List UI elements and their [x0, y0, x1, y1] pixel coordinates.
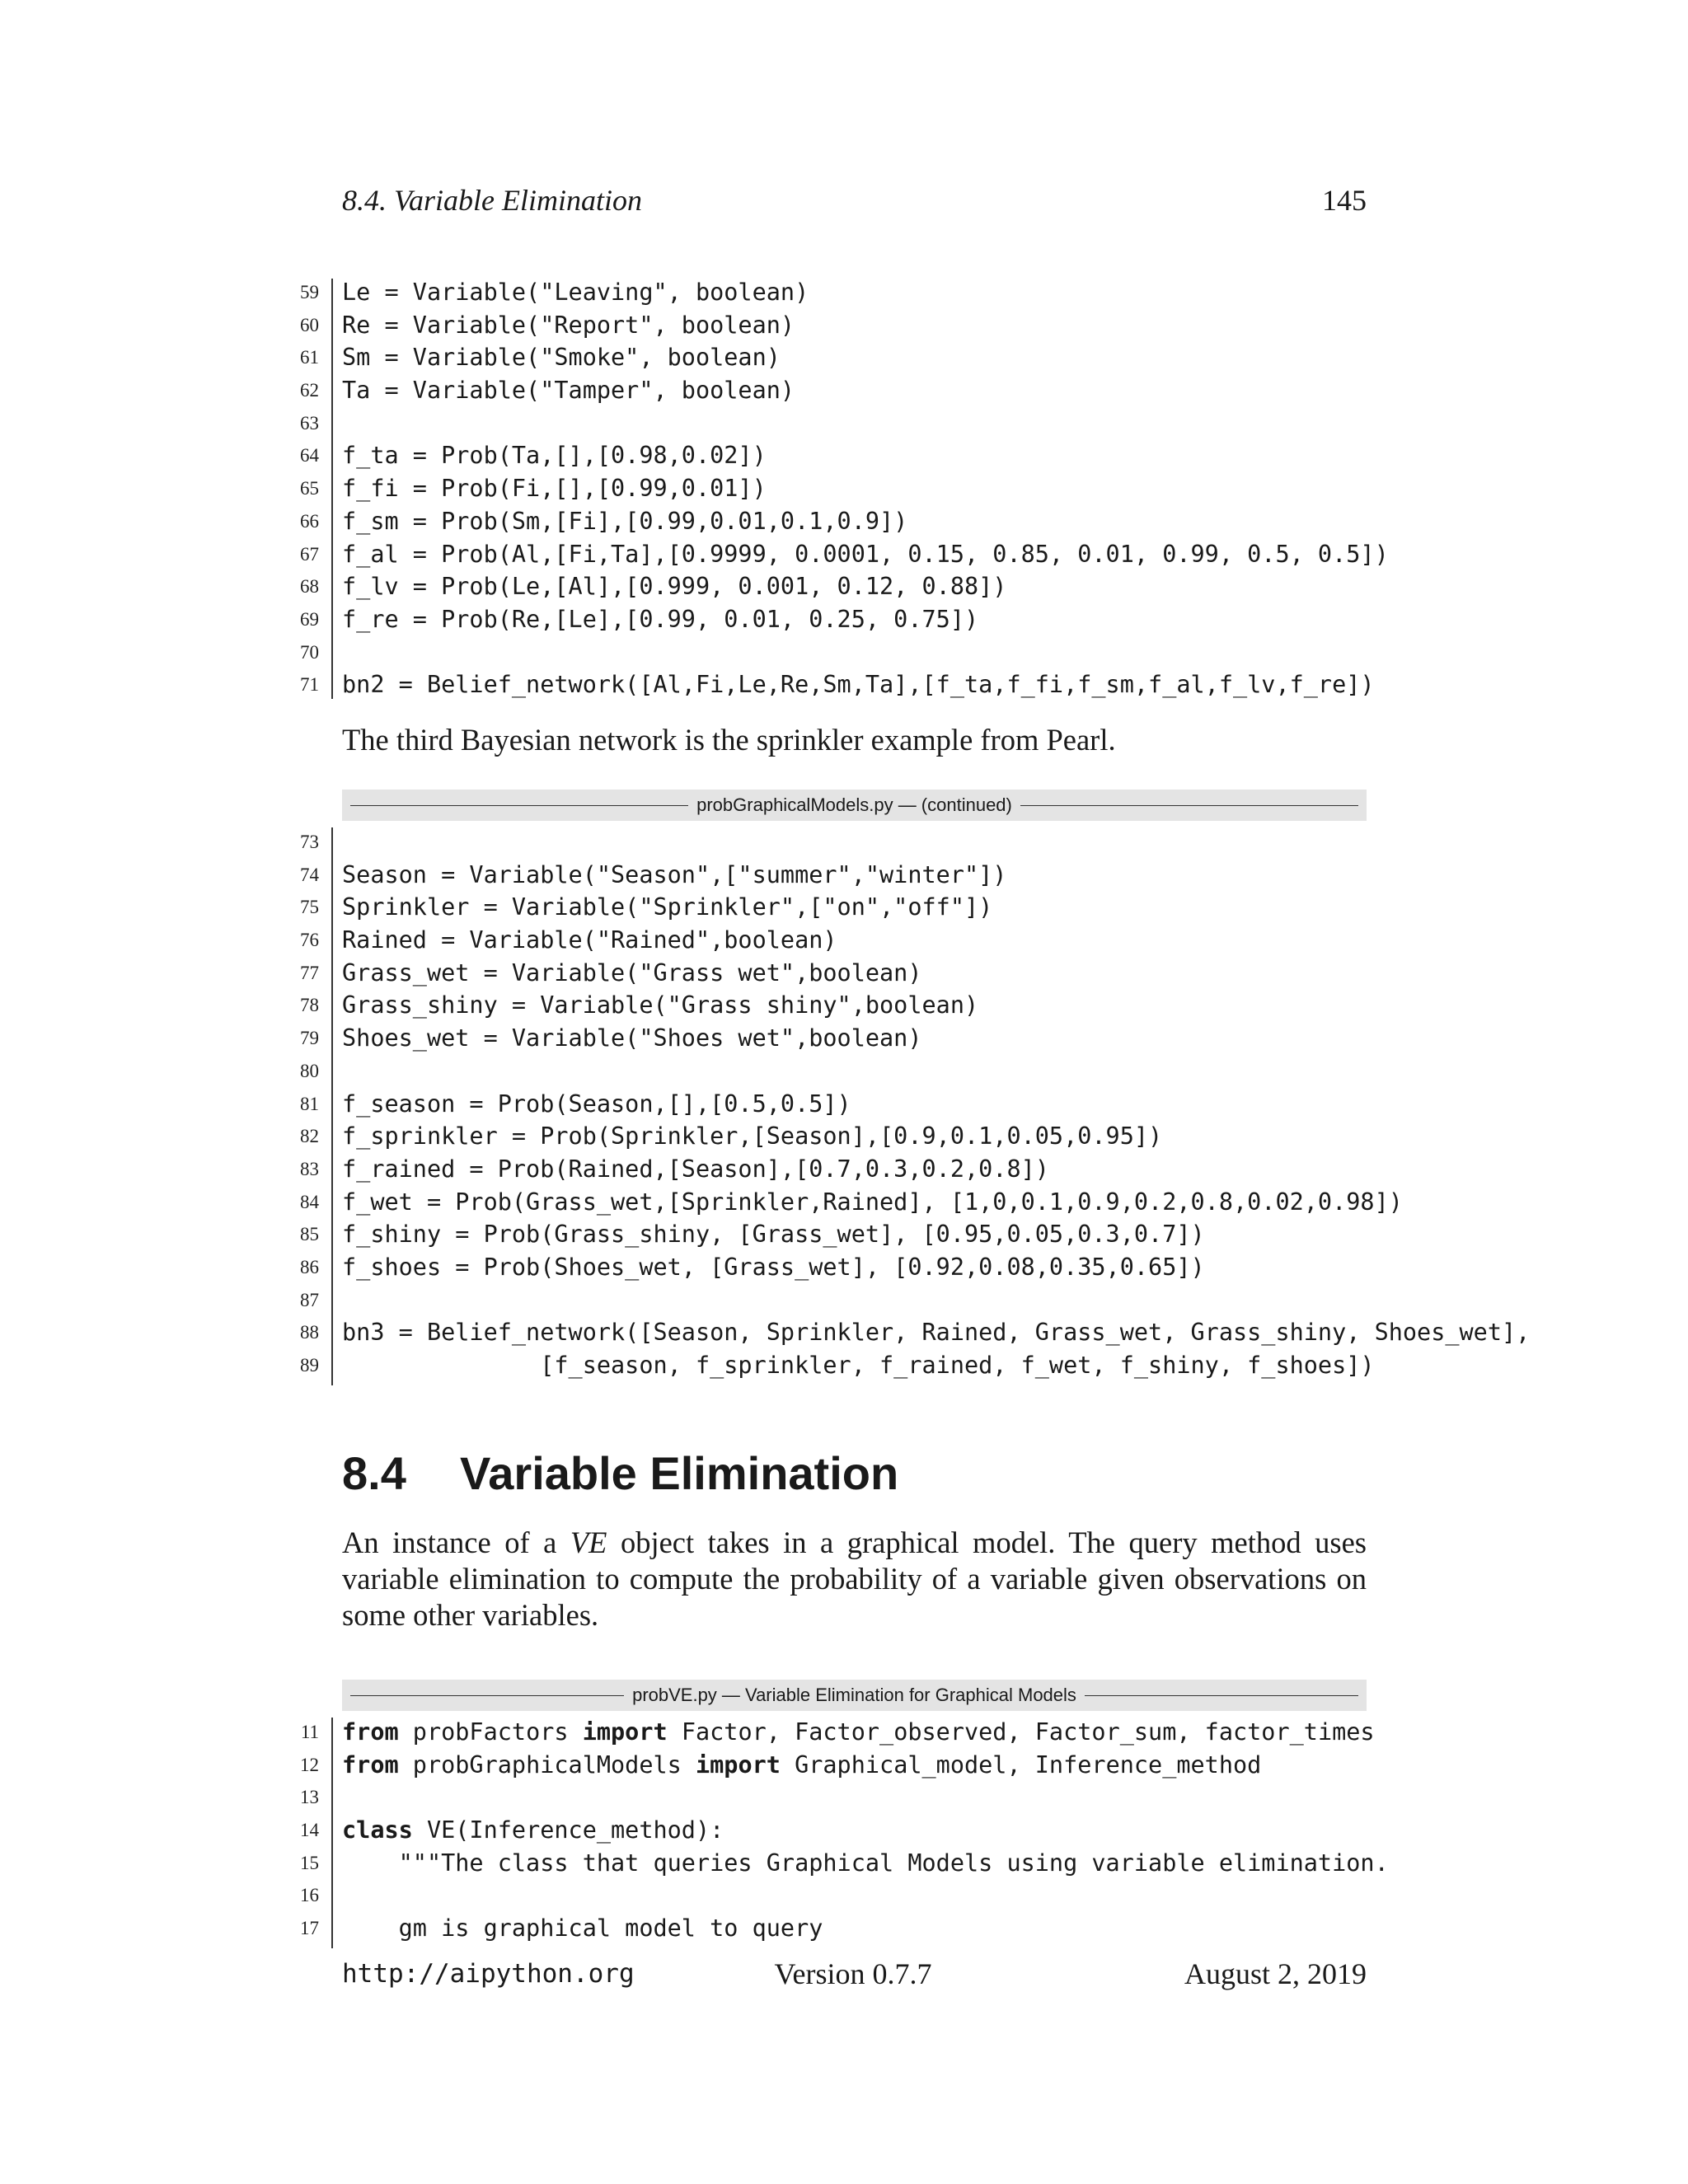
paragraph-text-after: object takes in a graphical model. The query method uses variable elimination to compute the probability of a variable given observations on some other variables. — [342, 1526, 1367, 1632]
file-header-right-rule — [1020, 805, 1358, 806]
line-number: 84 — [300, 1191, 319, 1212]
code-token: probGraphicalModels — [398, 1750, 696, 1779]
code-text — [342, 1912, 823, 1945]
line-number: 77 — [300, 962, 319, 983]
footer-date: August 2, 2019 — [1184, 1957, 1367, 1990]
line-number: 87 — [300, 1289, 319, 1310]
code-token: gm is graphical model to query — [342, 1915, 823, 1943]
line-number: 71 — [300, 674, 319, 696]
file-header-caption: probVE.py — Variable Elimination for Graphical Models — [632, 1685, 1076, 1705]
code-text: bn2 = Belief_network([Al,Fi,Le,Re,Sm,Ta],[f_ta,f_fi,f_sm,f_al,f_lv,f_re]) — [342, 671, 1375, 699]
paragraph-emphasis-ve: VE — [570, 1526, 607, 1559]
line-number: 69 — [300, 608, 319, 630]
line-number: 60 — [300, 314, 319, 335]
file-header-left-rule — [350, 805, 688, 806]
line-number: 81 — [300, 1093, 319, 1114]
footer-url-link[interactable]: http://aipython.org — [342, 1959, 635, 1989]
line-number: 16 — [300, 1885, 319, 1906]
line-number: 85 — [300, 1224, 319, 1245]
line-number: 61 — [300, 347, 319, 368]
code-text: f_lv = Prob(Le,[Al],[0.999, 0.001, 0.12, 0.88]) — [342, 573, 1007, 601]
paragraph-text-before: An instance of a — [342, 1526, 570, 1559]
line-number: 67 — [300, 543, 319, 565]
line-number: 75 — [300, 897, 319, 918]
section-title: Variable Elimination — [460, 1447, 899, 1499]
line-number: 62 — [300, 380, 319, 401]
code-text: Season = Variable("Season",["summer","winter"]) — [342, 860, 1007, 888]
page-footer — [342, 1953, 1367, 1994]
code-text: f_ta = Prob(Ta,[],[0.98,0.02]) — [342, 442, 767, 470]
line-number: 66 — [300, 510, 319, 532]
code-text: Rained = Variable("Rained",boolean) — [342, 926, 837, 954]
line-number: 73 — [300, 832, 319, 852]
code-text: Sm = Variable("Smoke", boolean) — [342, 344, 781, 372]
code-text: [f_season, f_sprinkler, f_rained, f_wet, f_shiny, f_shoes]) — [342, 1352, 1375, 1379]
line-number: 64 — [300, 445, 319, 466]
code-text: f_wet = Prob(Grass_wet,[Sprinkler,Rained], [1,0,0.1,0.9,0.2,0.8,0.02,0.98]) — [342, 1188, 1403, 1216]
footer-version: Version 0.7.7 — [774, 1957, 932, 1990]
paragraph-ve-intro — [342, 1525, 1367, 1633]
code-text: f_sprinkler = Prob(Sprinkler,[Season],[0.9,0.1,0.05,0.95]) — [342, 1122, 1163, 1151]
code-text: f_sm = Prob(Sm,[Fi],[0.99,0.01,0.1,0.9]) — [342, 507, 908, 535]
code-text: Le = Variable("Leaving", boolean) — [342, 279, 809, 306]
file-header-probgraphicalmodels — [342, 790, 1367, 821]
section-number: 8.4 — [342, 1447, 406, 1499]
line-number: 82 — [300, 1126, 319, 1147]
paragraph-sprinkler-intro: The third Bayesian network is the sprinkler example from Pearl. — [342, 723, 1116, 757]
code-token: VE(Inference_method): — [412, 1816, 724, 1844]
code-text: Shoes_wet = Variable("Shoes wet",boolean) — [342, 1024, 922, 1052]
code-text — [342, 1814, 724, 1847]
code-text: f_shiny = Prob(Grass_shiny, [Grass_wet], [0.95,0.05,0.3,0.7]) — [342, 1221, 1205, 1249]
line-number: 65 — [300, 478, 319, 499]
file-header-probve — [342, 1680, 1367, 1711]
code-keyword: class — [342, 1816, 413, 1844]
code-text — [342, 1749, 1261, 1782]
code-block-3-rule — [331, 1718, 333, 1948]
code-text: Sprinkler = Variable("Sprinkler",["on","off"]) — [342, 893, 993, 921]
code-token: Factor, Factor_observed, Factor_sum, factor_times — [667, 1718, 1375, 1746]
code-block-2-rule — [331, 827, 333, 1385]
line-number: 88 — [300, 1322, 319, 1343]
code-text: Ta = Variable("Tamper", boolean) — [342, 377, 795, 405]
line-number: 59 — [300, 282, 319, 302]
line-number: 15 — [300, 1852, 319, 1873]
line-number: 89 — [300, 1355, 319, 1376]
code-text — [342, 1716, 1375, 1749]
code-keyword: from — [342, 1750, 399, 1779]
line-number: 14 — [300, 1820, 319, 1841]
line-number: 86 — [300, 1256, 319, 1277]
code-text: Grass_wet = Variable("Grass wet",boolean) — [342, 958, 922, 987]
file-header-caption: probGraphicalModels.py — (continued) — [696, 794, 1012, 815]
line-number: 12 — [300, 1754, 319, 1775]
line-number: 70 — [300, 641, 319, 663]
code-text — [342, 1847, 1389, 1880]
line-number: 13 — [300, 1787, 319, 1808]
line-number: 17 — [300, 1918, 319, 1939]
code-text: f_al = Prob(Al,[Fi,Ta],[0.9999, 0.0001, 0.15, 0.85, 0.01, 0.99, 0.5, 0.5]) — [342, 540, 1389, 568]
code-text: Grass_shiny = Variable("Grass shiny",boolean) — [342, 991, 979, 1019]
file-header-left-rule — [350, 1695, 624, 1696]
code-text: f_rained = Prob(Rained,[Season],[0.7,0.3,0.2,0.8]) — [342, 1155, 1049, 1183]
code-text: f_season = Prob(Season,[],[0.5,0.5]) — [342, 1090, 851, 1118]
running-head — [342, 180, 1367, 221]
code-token: probFactors — [398, 1718, 583, 1746]
line-number: 80 — [300, 1060, 319, 1081]
line-number: 78 — [300, 995, 319, 1016]
code-text: f_re = Prob(Re,[Le],[0.99, 0.01, 0.25, 0.75]) — [342, 605, 979, 633]
line-number: 76 — [300, 930, 319, 951]
code-keyword: from — [342, 1718, 399, 1746]
code-text: bn3 = Belief_network([Season, Sprinkler, Rained, Grass_wet, Grass_shiny, Shoes_wet], — [342, 1319, 1531, 1347]
line-number: 83 — [300, 1158, 319, 1179]
code-text: f_fi = Prob(Fi,[],[0.99,0.01]) — [342, 475, 767, 503]
code-token: Graphical_model, Inference_method — [780, 1750, 1262, 1779]
page-number: 145 — [1322, 184, 1367, 217]
line-number: 11 — [300, 1722, 319, 1742]
running-head-section: 8.4. Variable Elimination — [342, 184, 642, 217]
code-token: """The class that queries Graphical Models using variable elimination. — [342, 1849, 1389, 1877]
file-header-right-rule — [1085, 1695, 1358, 1696]
code-keyword: import — [695, 1750, 781, 1779]
code-text: f_shoes = Prob(Shoes_wet, [Grass_wet], [0.92,0.08,0.35,0.65]) — [342, 1253, 1205, 1281]
line-number: 79 — [300, 1028, 319, 1049]
code-block-1-rule — [331, 279, 333, 699]
code-text: Re = Variable("Report", boolean) — [342, 311, 795, 339]
code-keyword: import — [582, 1718, 668, 1746]
line-number: 68 — [300, 576, 319, 598]
line-number: 63 — [300, 412, 319, 434]
line-number: 74 — [300, 864, 319, 885]
